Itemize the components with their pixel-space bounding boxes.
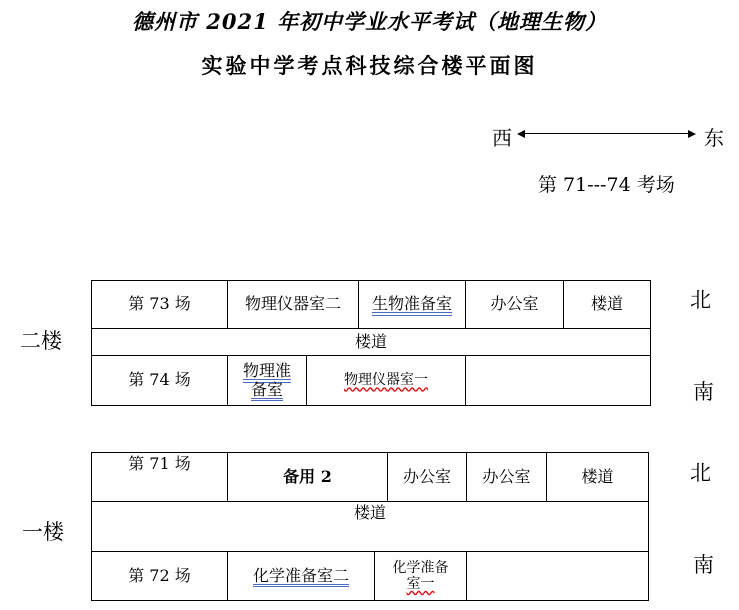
floor1-empty-room bbox=[466, 551, 649, 601]
floor1-spare-2: 备用 2 bbox=[227, 452, 388, 502]
floor1-chem-prep-room-1 bbox=[374, 551, 467, 601]
title-line-1: 德州市 2021 年初中学业水平考试（地理生物） bbox=[131, 9, 608, 34]
floor2-physics-prep-line1-text: 物理准 bbox=[242, 361, 291, 381]
floor2-physics-instrument-room-2: 物理仪器室二 bbox=[227, 280, 359, 329]
floor2-biology-prep-text: 生物准备室 bbox=[371, 294, 452, 314]
floor2-north-label: 北 bbox=[690, 288, 711, 312]
east-label: 东 bbox=[704, 126, 724, 150]
west-label: 西 bbox=[492, 126, 512, 150]
floor2-stairwell: 楼道 bbox=[563, 280, 651, 329]
floor2-empty-room bbox=[465, 355, 651, 406]
floor1-south-label: 南 bbox=[693, 553, 714, 577]
floor1-office-1: 办公室 bbox=[387, 452, 467, 502]
floor2-south-label: 南 bbox=[693, 380, 714, 404]
floor2-room-74: 第 74 场 bbox=[91, 355, 228, 406]
floor1-room-71: 第 71 场 bbox=[91, 452, 228, 502]
arrow-head-left-icon bbox=[517, 130, 525, 138]
floor1-north-label: 北 bbox=[690, 461, 711, 485]
floor1-chem-prep-1-line1: 化学准备 bbox=[392, 559, 449, 576]
exam-rooms-label: 第 71---74 考场 bbox=[538, 174, 675, 196]
floor2-office: 办公室 bbox=[465, 280, 564, 329]
floor2-physics-prep-line1 bbox=[243, 362, 291, 380]
floor2-physics-prep-room bbox=[227, 355, 307, 406]
floor2-corridor: 楼道 bbox=[91, 328, 651, 356]
floor2-biology-prep-room bbox=[358, 280, 466, 329]
floor2-physics-instrument-1-text: 物理仪器室一 bbox=[344, 372, 428, 389]
floor2-label: 二楼 bbox=[20, 329, 62, 353]
floor2-room-73: 第 73 场 bbox=[91, 280, 228, 329]
floor1-chem-prep-2-text: 化学准备室二 bbox=[252, 565, 349, 585]
floor1-chem-prep-1-line2: 室一 bbox=[406, 576, 435, 592]
floor2-physics-instrument-room-1 bbox=[306, 355, 466, 406]
floor2-physics-prep-line2: 备室 bbox=[250, 379, 283, 399]
floor1-stairwell: 楼道 bbox=[546, 452, 649, 502]
floor1-office-2: 办公室 bbox=[466, 452, 547, 502]
floor1-room-72: 第 72 场 bbox=[91, 551, 228, 601]
floor1-corridor: 楼道 bbox=[91, 501, 649, 552]
floor1-chem-prep-room-2 bbox=[227, 551, 375, 601]
title-line-2: 实验中学考点科技综合楼平面图 bbox=[201, 53, 538, 78]
arrow-line bbox=[522, 133, 690, 134]
arrow-head-right-icon bbox=[688, 130, 696, 138]
floor1-label: 一楼 bbox=[22, 520, 64, 544]
